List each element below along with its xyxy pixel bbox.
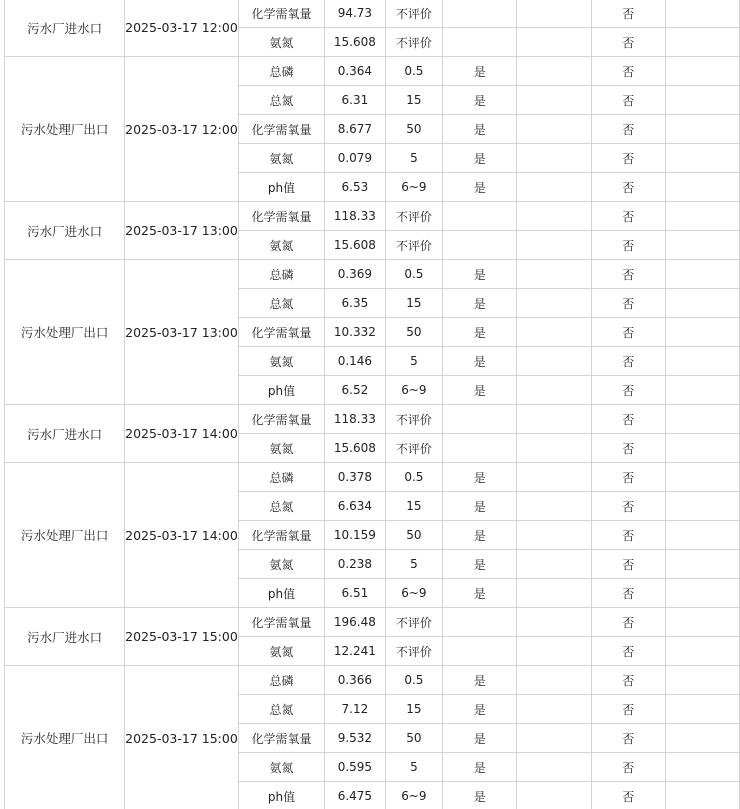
measured-value-cell: 0.364 xyxy=(325,57,386,86)
compliance-cell: 是 xyxy=(443,115,517,144)
measured-value-cell: 6.634 xyxy=(325,492,386,521)
compliance-cell: 是 xyxy=(443,724,517,753)
standard-limit-cell: 50 xyxy=(385,318,442,347)
pollutant-item-cell: 总氮 xyxy=(238,492,324,521)
standard-limit-cell: 不评价 xyxy=(385,202,442,231)
exceed-flag-cell: 否 xyxy=(591,289,665,318)
exceed-flag-cell: 否 xyxy=(591,0,665,28)
exceed-flag-cell: 否 xyxy=(591,666,665,695)
blank-cell xyxy=(665,521,739,550)
compliance-cell: 是 xyxy=(443,260,517,289)
measured-value-cell: 15.608 xyxy=(325,231,386,260)
exceed-flag-cell: 否 xyxy=(591,28,665,57)
blank-cell xyxy=(665,463,739,492)
blank-cell xyxy=(517,347,591,376)
blank-cell xyxy=(517,0,591,28)
blank-cell xyxy=(517,318,591,347)
table-row xyxy=(5,405,740,434)
blank-cell xyxy=(517,666,591,695)
blank-cell xyxy=(517,434,591,463)
measured-value-cell: 6.51 xyxy=(325,579,386,608)
standard-limit-cell: 6~9 xyxy=(385,376,442,405)
pollutant-item-cell: 总磷 xyxy=(238,463,324,492)
table-row xyxy=(5,57,740,86)
measured-value-cell: 7.12 xyxy=(325,695,386,724)
standard-limit-cell: 不评价 xyxy=(385,0,442,28)
pollutant-item-cell: 氨氮 xyxy=(238,231,324,260)
blank-cell xyxy=(517,579,591,608)
blank-cell xyxy=(517,637,591,666)
blank-cell xyxy=(517,57,591,86)
measured-value-cell: 6.52 xyxy=(325,376,386,405)
blank-cell xyxy=(665,724,739,753)
pollutant-item-cell: 氨氮 xyxy=(238,753,324,782)
pollutant-item-cell: 总氮 xyxy=(238,289,324,318)
exceed-flag-cell: 否 xyxy=(591,637,665,666)
blank-cell xyxy=(517,115,591,144)
measured-value-cell: 0.079 xyxy=(325,144,386,173)
standard-limit-cell: 50 xyxy=(385,724,442,753)
pollutant-item-cell: 氨氮 xyxy=(238,550,324,579)
measured-value-cell: 12.241 xyxy=(325,637,386,666)
standard-limit-cell: 6~9 xyxy=(385,579,442,608)
exceed-flag-cell: 否 xyxy=(591,202,665,231)
exceed-flag-cell: 否 xyxy=(591,347,665,376)
standard-limit-cell: 5 xyxy=(385,753,442,782)
exceed-flag-cell: 否 xyxy=(591,608,665,637)
measured-value-cell: 0.378 xyxy=(325,463,386,492)
exceed-flag-cell: 否 xyxy=(591,318,665,347)
compliance-cell: 是 xyxy=(443,521,517,550)
blank-cell xyxy=(665,782,739,809)
standard-limit-cell: 0.5 xyxy=(385,260,442,289)
exceed-flag-cell: 否 xyxy=(591,463,665,492)
pollutant-item-cell: 氨氮 xyxy=(238,28,324,57)
measured-value-cell: 15.608 xyxy=(325,28,386,57)
pollutant-item-cell: ph值 xyxy=(238,173,324,202)
compliance-cell xyxy=(443,0,517,28)
blank-cell xyxy=(665,260,739,289)
compliance-cell xyxy=(443,434,517,463)
blank-cell xyxy=(665,57,739,86)
monitoring-time-cell: 2025-03-17 15:00 xyxy=(125,666,239,809)
compliance-cell: 是 xyxy=(443,173,517,202)
measured-value-cell: 15.608 xyxy=(325,434,386,463)
compliance-cell xyxy=(443,637,517,666)
blank-cell xyxy=(665,86,739,115)
measured-value-cell: 0.238 xyxy=(325,550,386,579)
pollutant-item-cell: 总氮 xyxy=(238,695,324,724)
pollutant-item-cell: 氨氮 xyxy=(238,144,324,173)
compliance-cell: 是 xyxy=(443,318,517,347)
blank-cell xyxy=(665,173,739,202)
compliance-cell: 是 xyxy=(443,463,517,492)
blank-cell xyxy=(517,782,591,809)
monitoring-table xyxy=(4,0,740,809)
compliance-cell: 是 xyxy=(443,289,517,318)
standard-limit-cell: 0.5 xyxy=(385,57,442,86)
blank-cell xyxy=(665,637,739,666)
compliance-cell: 是 xyxy=(443,86,517,115)
standard-limit-cell: 不评价 xyxy=(385,608,442,637)
table-body xyxy=(5,0,740,809)
compliance-cell: 是 xyxy=(443,492,517,521)
exceed-flag-cell: 否 xyxy=(591,550,665,579)
standard-limit-cell: 0.5 xyxy=(385,463,442,492)
compliance-cell xyxy=(443,202,517,231)
pollutant-item-cell: ph值 xyxy=(238,376,324,405)
monitoring-site-cell: 污水处理厂出口 xyxy=(5,260,125,405)
compliance-cell: 是 xyxy=(443,666,517,695)
blank-cell xyxy=(665,28,739,57)
blank-cell xyxy=(517,202,591,231)
compliance-cell: 是 xyxy=(443,695,517,724)
monitoring-site-cell: 污水处理厂出口 xyxy=(5,57,125,202)
compliance-cell: 是 xyxy=(443,550,517,579)
table-row xyxy=(5,608,740,637)
measured-value-cell: 10.332 xyxy=(325,318,386,347)
table-row xyxy=(5,463,740,492)
blank-cell xyxy=(665,492,739,521)
blank-cell xyxy=(517,28,591,57)
blank-cell xyxy=(665,115,739,144)
monitoring-site-cell: 污水厂进水口 xyxy=(5,202,125,260)
measured-value-cell: 0.595 xyxy=(325,753,386,782)
blank-cell xyxy=(665,405,739,434)
blank-cell xyxy=(517,492,591,521)
measured-value-cell: 6.35 xyxy=(325,289,386,318)
standard-limit-cell: 不评价 xyxy=(385,434,442,463)
pollutant-item-cell: 化学需氧量 xyxy=(238,115,324,144)
measured-value-cell: 196.48 xyxy=(325,608,386,637)
monitoring-time-cell: 2025-03-17 13:00 xyxy=(125,260,239,405)
compliance-cell: 是 xyxy=(443,347,517,376)
monitoring-time-cell: 2025-03-17 12:00 xyxy=(125,57,239,202)
blank-cell xyxy=(665,231,739,260)
blank-cell xyxy=(517,289,591,318)
pollutant-item-cell: 总磷 xyxy=(238,666,324,695)
measured-value-cell: 0.146 xyxy=(325,347,386,376)
standard-limit-cell: 5 xyxy=(385,144,442,173)
monitoring-time-cell: 2025-03-17 15:00 xyxy=(125,608,239,666)
blank-cell xyxy=(665,753,739,782)
exceed-flag-cell: 否 xyxy=(591,405,665,434)
blank-cell xyxy=(517,260,591,289)
standard-limit-cell: 不评价 xyxy=(385,637,442,666)
exceed-flag-cell: 否 xyxy=(591,144,665,173)
standard-limit-cell: 不评价 xyxy=(385,28,442,57)
standard-limit-cell: 15 xyxy=(385,695,442,724)
pollutant-item-cell: 总磷 xyxy=(238,260,324,289)
measured-value-cell: 118.33 xyxy=(325,405,386,434)
blank-cell xyxy=(517,608,591,637)
standard-limit-cell: 6~9 xyxy=(385,173,442,202)
measured-value-cell: 8.677 xyxy=(325,115,386,144)
pollutant-item-cell: 化学需氧量 xyxy=(238,0,324,28)
standard-limit-cell: 0.5 xyxy=(385,666,442,695)
measured-value-cell: 6.53 xyxy=(325,173,386,202)
measured-value-cell: 0.369 xyxy=(325,260,386,289)
pollutant-item-cell: 氨氮 xyxy=(238,434,324,463)
blank-cell xyxy=(665,202,739,231)
pollutant-item-cell: 化学需氧量 xyxy=(238,521,324,550)
blank-cell xyxy=(665,289,739,318)
blank-cell xyxy=(665,144,739,173)
pollutant-item-cell: 化学需氧量 xyxy=(238,724,324,753)
exceed-flag-cell: 否 xyxy=(591,86,665,115)
blank-cell xyxy=(517,463,591,492)
table-row xyxy=(5,0,740,28)
pollutant-item-cell: 化学需氧量 xyxy=(238,318,324,347)
blank-cell xyxy=(517,86,591,115)
blank-cell xyxy=(665,0,739,28)
blank-cell xyxy=(665,318,739,347)
standard-limit-cell: 不评价 xyxy=(385,405,442,434)
blank-cell xyxy=(517,521,591,550)
exceed-flag-cell: 否 xyxy=(591,376,665,405)
measured-value-cell: 94.73 xyxy=(325,0,386,28)
compliance-cell: 是 xyxy=(443,376,517,405)
compliance-cell xyxy=(443,405,517,434)
table-row xyxy=(5,666,740,695)
table-row xyxy=(5,202,740,231)
exceed-flag-cell: 否 xyxy=(591,115,665,144)
compliance-cell: 是 xyxy=(443,57,517,86)
standard-limit-cell: 不评价 xyxy=(385,231,442,260)
monitoring-site-cell: 污水厂进水口 xyxy=(5,608,125,666)
exceed-flag-cell: 否 xyxy=(591,434,665,463)
pollutant-item-cell: ph值 xyxy=(238,579,324,608)
blank-cell xyxy=(665,550,739,579)
pollutant-item-cell: 氨氮 xyxy=(238,347,324,376)
monitoring-site-cell: 污水处理厂出口 xyxy=(5,463,125,608)
compliance-cell xyxy=(443,28,517,57)
blank-cell xyxy=(665,695,739,724)
blank-cell xyxy=(665,376,739,405)
monitoring-site-cell: 污水处理厂出口 xyxy=(5,666,125,809)
monitoring-site-cell: 污水厂进水口 xyxy=(5,0,125,57)
table-row xyxy=(5,260,740,289)
pollutant-item-cell: 化学需氧量 xyxy=(238,608,324,637)
standard-limit-cell: 5 xyxy=(385,550,442,579)
exceed-flag-cell: 否 xyxy=(591,521,665,550)
blank-cell xyxy=(517,405,591,434)
compliance-cell: 是 xyxy=(443,782,517,809)
standard-limit-cell: 15 xyxy=(385,492,442,521)
exceed-flag-cell: 否 xyxy=(591,57,665,86)
standard-limit-cell: 6~9 xyxy=(385,782,442,809)
blank-cell xyxy=(517,724,591,753)
pollutant-item-cell: 化学需氧量 xyxy=(238,405,324,434)
blank-cell xyxy=(665,434,739,463)
standard-limit-cell: 50 xyxy=(385,521,442,550)
standard-limit-cell: 50 xyxy=(385,115,442,144)
monitoring-time-cell: 2025-03-17 14:00 xyxy=(125,405,239,463)
compliance-cell xyxy=(443,608,517,637)
pollutant-item-cell: 总氮 xyxy=(238,86,324,115)
measured-value-cell: 6.31 xyxy=(325,86,386,115)
blank-cell xyxy=(665,579,739,608)
blank-cell xyxy=(517,550,591,579)
blank-cell xyxy=(517,376,591,405)
standard-limit-cell: 15 xyxy=(385,86,442,115)
blank-cell xyxy=(517,695,591,724)
exceed-flag-cell: 否 xyxy=(591,753,665,782)
monitoring-site-cell: 污水厂进水口 xyxy=(5,405,125,463)
measured-value-cell: 9.532 xyxy=(325,724,386,753)
monitoring-time-cell: 2025-03-17 13:00 xyxy=(125,202,239,260)
standard-limit-cell: 15 xyxy=(385,289,442,318)
monitoring-time-cell: 2025-03-17 12:00 xyxy=(125,0,239,57)
exceed-flag-cell: 否 xyxy=(591,695,665,724)
blank-cell xyxy=(665,666,739,695)
pollutant-item-cell: 氨氮 xyxy=(238,637,324,666)
blank-cell xyxy=(665,347,739,376)
exceed-flag-cell: 否 xyxy=(591,492,665,521)
standard-limit-cell: 5 xyxy=(385,347,442,376)
measured-value-cell: 6.475 xyxy=(325,782,386,809)
blank-cell xyxy=(517,231,591,260)
exceed-flag-cell: 否 xyxy=(591,231,665,260)
exceed-flag-cell: 否 xyxy=(591,260,665,289)
exceed-flag-cell: 否 xyxy=(591,173,665,202)
measured-value-cell: 118.33 xyxy=(325,202,386,231)
compliance-cell xyxy=(443,231,517,260)
compliance-cell: 是 xyxy=(443,579,517,608)
blank-cell xyxy=(665,608,739,637)
blank-cell xyxy=(517,144,591,173)
measured-value-cell: 10.159 xyxy=(325,521,386,550)
blank-cell xyxy=(517,173,591,202)
monitoring-time-cell: 2025-03-17 14:00 xyxy=(125,463,239,608)
exceed-flag-cell: 否 xyxy=(591,724,665,753)
exceed-flag-cell: 否 xyxy=(591,782,665,809)
pollutant-item-cell: ph值 xyxy=(238,782,324,809)
measured-value-cell: 0.366 xyxy=(325,666,386,695)
blank-cell xyxy=(517,753,591,782)
pollutant-item-cell: 总磷 xyxy=(238,57,324,86)
compliance-cell: 是 xyxy=(443,144,517,173)
compliance-cell: 是 xyxy=(443,753,517,782)
exceed-flag-cell: 否 xyxy=(591,579,665,608)
pollutant-item-cell: 化学需氧量 xyxy=(238,202,324,231)
